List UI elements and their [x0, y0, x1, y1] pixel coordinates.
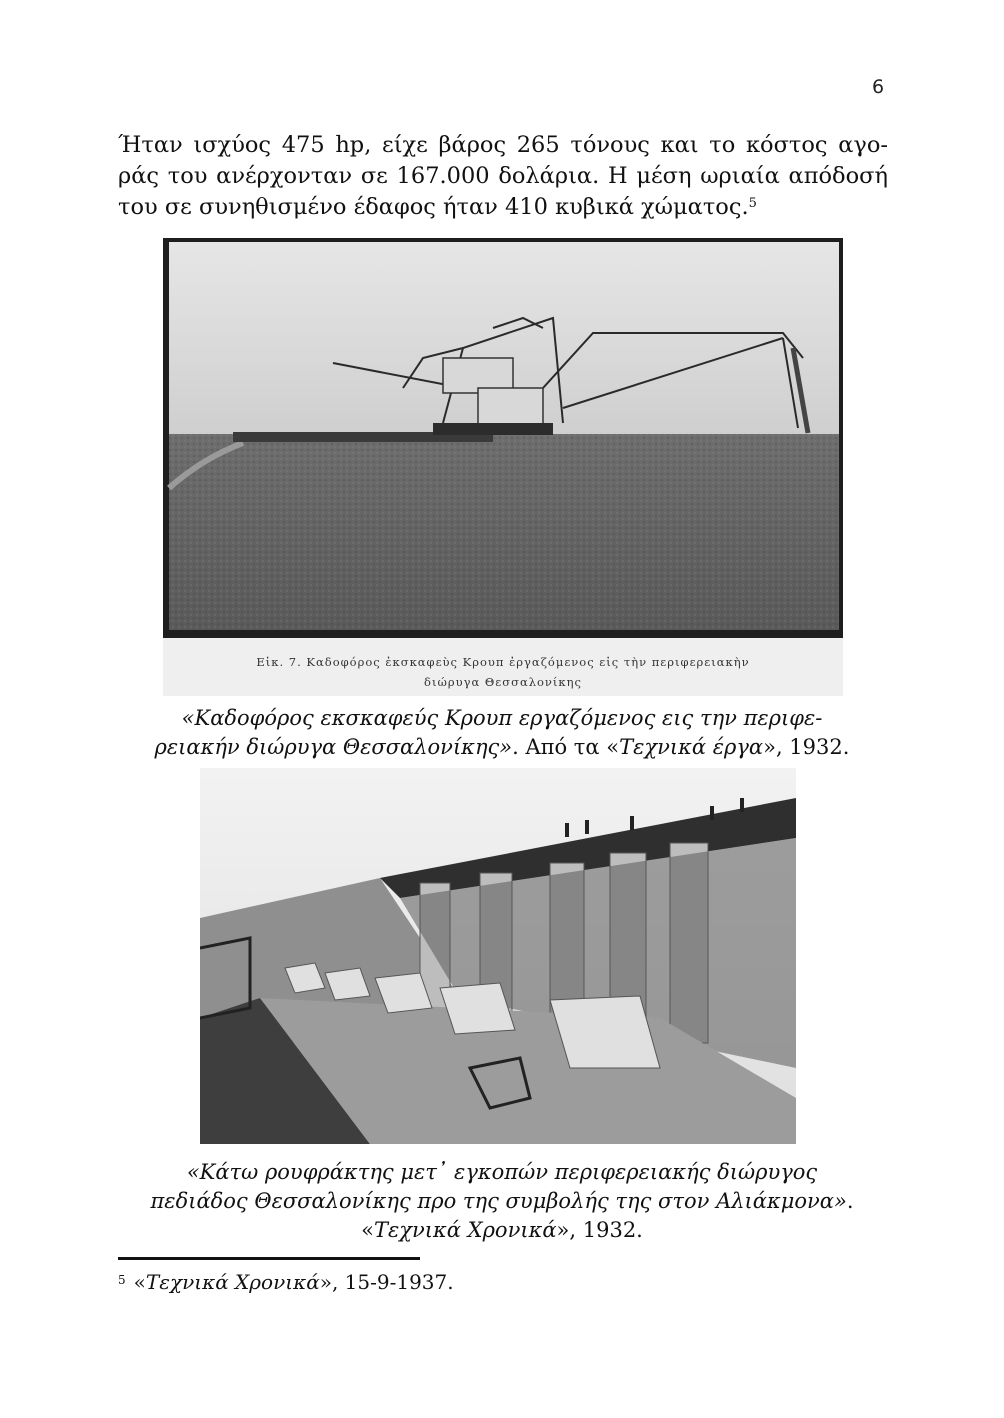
footnote-source-title: Τεχνικά Χρονικά: [145, 1270, 320, 1294]
figure-2-caption: [120, 1158, 884, 1245]
footnote-date: », 15-9-1937.: [319, 1270, 454, 1294]
footnote: [118, 1268, 454, 1296]
figure-2-caption-line-2-end: .: [846, 1189, 854, 1213]
footnote-reference: 5: [748, 196, 757, 211]
figure-2-caption-line-1-text: «Κάτω ρουφράκτης μετ᾽ εγκοπών περιφερειακής διώρυγος: [186, 1160, 818, 1184]
figure-1-caption-title-part: ρειακήν διώρυγα Θεσσαλονίκης»: [154, 735, 513, 759]
figure-1-caption: [138, 704, 866, 762]
intro-line-2: ράς του ανέρχονταν σε 167.000 δολάρια. Η μέση ωριαία απόδοσή: [118, 163, 888, 189]
figure-1-caption-source-year: », 1932.: [763, 735, 850, 759]
page-number: 6: [872, 76, 885, 98]
plate-caption-line-2: διώρυγα Θεσσαλονίκης: [424, 675, 582, 689]
plate-caption: [163, 638, 843, 696]
figure-2-caption-line-3: [120, 1216, 884, 1245]
intro-line-3-text: του σε συνηθισμένο έδαφος ήταν 410 κυβικά χώματος.: [118, 194, 749, 220]
figure-2-caption-line-3-start: «: [361, 1218, 374, 1242]
intro-line-1: Ήταν ισχύος 475 hp, είχε βάρος 265 τόνους και το κόστος αγο-: [118, 132, 888, 158]
sluice-photo-image: [200, 768, 796, 1144]
figure-2-caption-line-1: [120, 1158, 884, 1187]
intro-paragraph: [118, 130, 888, 223]
footnote-number: 5: [118, 1273, 126, 1287]
figure-1-caption-line-1: [138, 704, 866, 733]
excavator-photo: [163, 238, 843, 696]
figure-1-caption-source-prefix: . Από τα «: [512, 735, 620, 759]
figure-1-caption-source-title: Τεχνικά έργα: [619, 735, 764, 759]
figure-2-caption-source-year: », 1932.: [556, 1218, 643, 1242]
footnote-separator: [118, 1257, 420, 1260]
footnote-text-start: «: [133, 1270, 146, 1294]
figure-2-caption-source-title: Τεχνικά Χρονικά: [374, 1218, 557, 1242]
figure-1-caption-line-1-text: «Καδοφόρος εκσκαφεύς Κρουπ εργαζόμενος εις την περιφε-: [181, 706, 823, 730]
plate-caption-line-1: Εἰκ. 7. Καδοφόρος ἐκσκαφεὺς Κρουπ ἐργαζόμενος εἰς τὴν περιφερειακὴν: [256, 655, 750, 669]
excavator-photo-image: [163, 238, 843, 638]
sluice-photo: [200, 768, 796, 1144]
figure-1-caption-line-2: [138, 733, 866, 762]
intro-line-3: [118, 192, 888, 223]
figure-2-caption-line-2-text: πεδιάδος Θεσσαλονίκης προ της συμβολής της στον Αλιάκμονα»: [150, 1189, 847, 1213]
figure-2-caption-line-2: [120, 1187, 884, 1216]
